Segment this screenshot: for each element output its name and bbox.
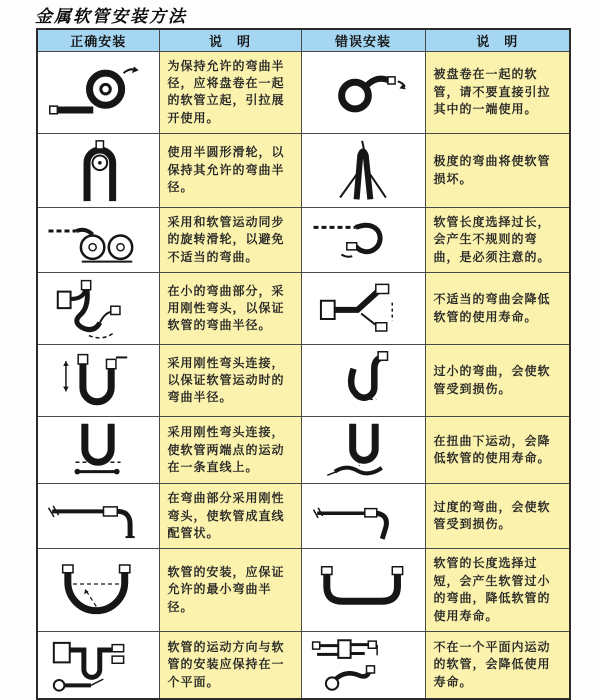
hose-over-semicircular-pulley-icon <box>56 139 140 203</box>
correct-illustration-cell <box>37 273 159 345</box>
correct-description: 在小的弯曲部分，采用刚性弯头，以保证软管的弯曲半径。 <box>159 273 301 345</box>
hose-motion-in-one-plane-icon <box>45 634 151 696</box>
correct-description: 在弯曲部分采用刚性弯头，使软管成直线配管状。 <box>159 484 301 549</box>
wrong-illustration-cell <box>301 345 425 417</box>
hose-overbent-end-icon <box>308 487 418 545</box>
header-correct-description: 说 明 <box>159 29 301 51</box>
correct-illustration-cell <box>37 631 159 699</box>
hose-improper-sharp-bend-icon <box>313 277 413 341</box>
correct-description: 为保持允许的弯曲半径，应将盘卷在一起的软管立起，引拉展开使用。 <box>159 51 301 134</box>
hose-motion-out-of-plane-icon <box>310 634 416 696</box>
hose-extreme-hairpin-bend-icon <box>321 139 405 203</box>
table-row <box>37 484 570 549</box>
correct-illustration-cell <box>37 345 159 417</box>
correct-description: 采用刚性弯头连接，以保证软管运动时的弯曲半径。 <box>159 345 301 417</box>
correct-description: 采用和软管运动同步的旋转滑轮，以避免不适当的弯曲。 <box>159 208 301 273</box>
correct-description: 使用半圆形滑轮，以保持其允许的弯曲半径。 <box>159 134 301 208</box>
table-row <box>37 345 570 417</box>
wrong-illustration-cell <box>301 417 425 484</box>
correct-description: 采用刚性弯头连接，使软管两端点的运动在一条直线上。 <box>159 417 301 484</box>
hose-u-loop-rigid-elbow-connection-icon <box>52 348 144 414</box>
wrong-description: 过小的弯曲，会使软管受到损伤。 <box>425 345 570 417</box>
hose-with-synchronized-rollers-icon <box>44 213 152 267</box>
correct-illustration-cell <box>37 549 159 632</box>
wrong-description: 软管长度选择过长，会产生不规则的弯曲，是必须注意的。 <box>425 208 570 273</box>
correct-illustration-cell <box>37 134 159 208</box>
correct-illustration-cell <box>37 484 159 549</box>
table-row <box>37 208 570 273</box>
page-title: 金属软管安装方法 <box>35 7 187 27</box>
wrong-description: 过度的弯曲，会使软管受到损伤。 <box>425 484 570 549</box>
wrong-illustration-cell <box>301 134 425 208</box>
correct-illustration-cell <box>37 417 159 484</box>
correct-description: 软管的运动方向与软管的安装应保持在一个平面。 <box>159 631 301 699</box>
table-row <box>37 51 570 134</box>
wrong-illustration-cell <box>301 51 425 134</box>
wrong-description: 被盘卷在一起的软管，请不要直接引拉其中的一端使用。 <box>425 51 570 134</box>
table-row <box>37 273 570 345</box>
table-row <box>37 631 570 699</box>
wrong-description: 在扭曲下运动，会降低软管的使用寿命。 <box>425 417 570 484</box>
hose-bend-radius-too-small-icon <box>319 348 407 414</box>
installation-methods-table <box>36 28 571 700</box>
hose-moving-under-twist-icon <box>317 419 409 481</box>
correct-illustration-cell <box>37 51 159 134</box>
wrong-description: 极度的弯曲将使软管损坏。 <box>425 134 570 208</box>
header-wrong-description: 说 明 <box>425 29 570 51</box>
header-correct-install: 正确安装 <box>37 29 159 51</box>
hose-straight-run-with-rigid-elbow-icon <box>43 487 153 545</box>
coiled-hose-pulled-from-end-icon <box>314 62 412 122</box>
hose-u-endpoints-in-line-icon <box>52 419 144 481</box>
wrong-description: 不在一个平面内运动的软管，会降低使用寿命。 <box>425 631 570 699</box>
header-wrong-install: 错误安装 <box>301 29 425 51</box>
wrong-illustration-cell <box>301 273 425 345</box>
hose-wide-u-minimum-bend-radius-icon <box>42 559 154 621</box>
coiled-hose-standing-unrolled-icon <box>46 61 150 123</box>
hose-small-bend-with-rigid-elbow-icon <box>50 277 146 341</box>
hose-too-long-irregular-loop-icon <box>309 212 417 268</box>
table-row <box>37 134 570 208</box>
wrong-illustration-cell <box>301 484 425 549</box>
table-row <box>37 417 570 484</box>
header-row <box>37 29 570 51</box>
correct-illustration-cell <box>37 208 159 273</box>
wrong-illustration-cell <box>301 631 425 699</box>
correct-description: 软管的安装，应保证允许的最小弯曲半径。 <box>159 549 301 632</box>
hose-too-short-flattened-u-icon <box>307 560 419 620</box>
wrong-illustration-cell <box>301 549 425 632</box>
wrong-description: 不适当的弯曲会降低软管的使用寿命。 <box>425 273 570 345</box>
table-row <box>37 549 570 632</box>
wrong-illustration-cell <box>301 208 425 273</box>
wrong-description: 软管的长度选择过短，会产生软管过小的弯曲，降低软管的使用寿命。 <box>425 549 570 632</box>
